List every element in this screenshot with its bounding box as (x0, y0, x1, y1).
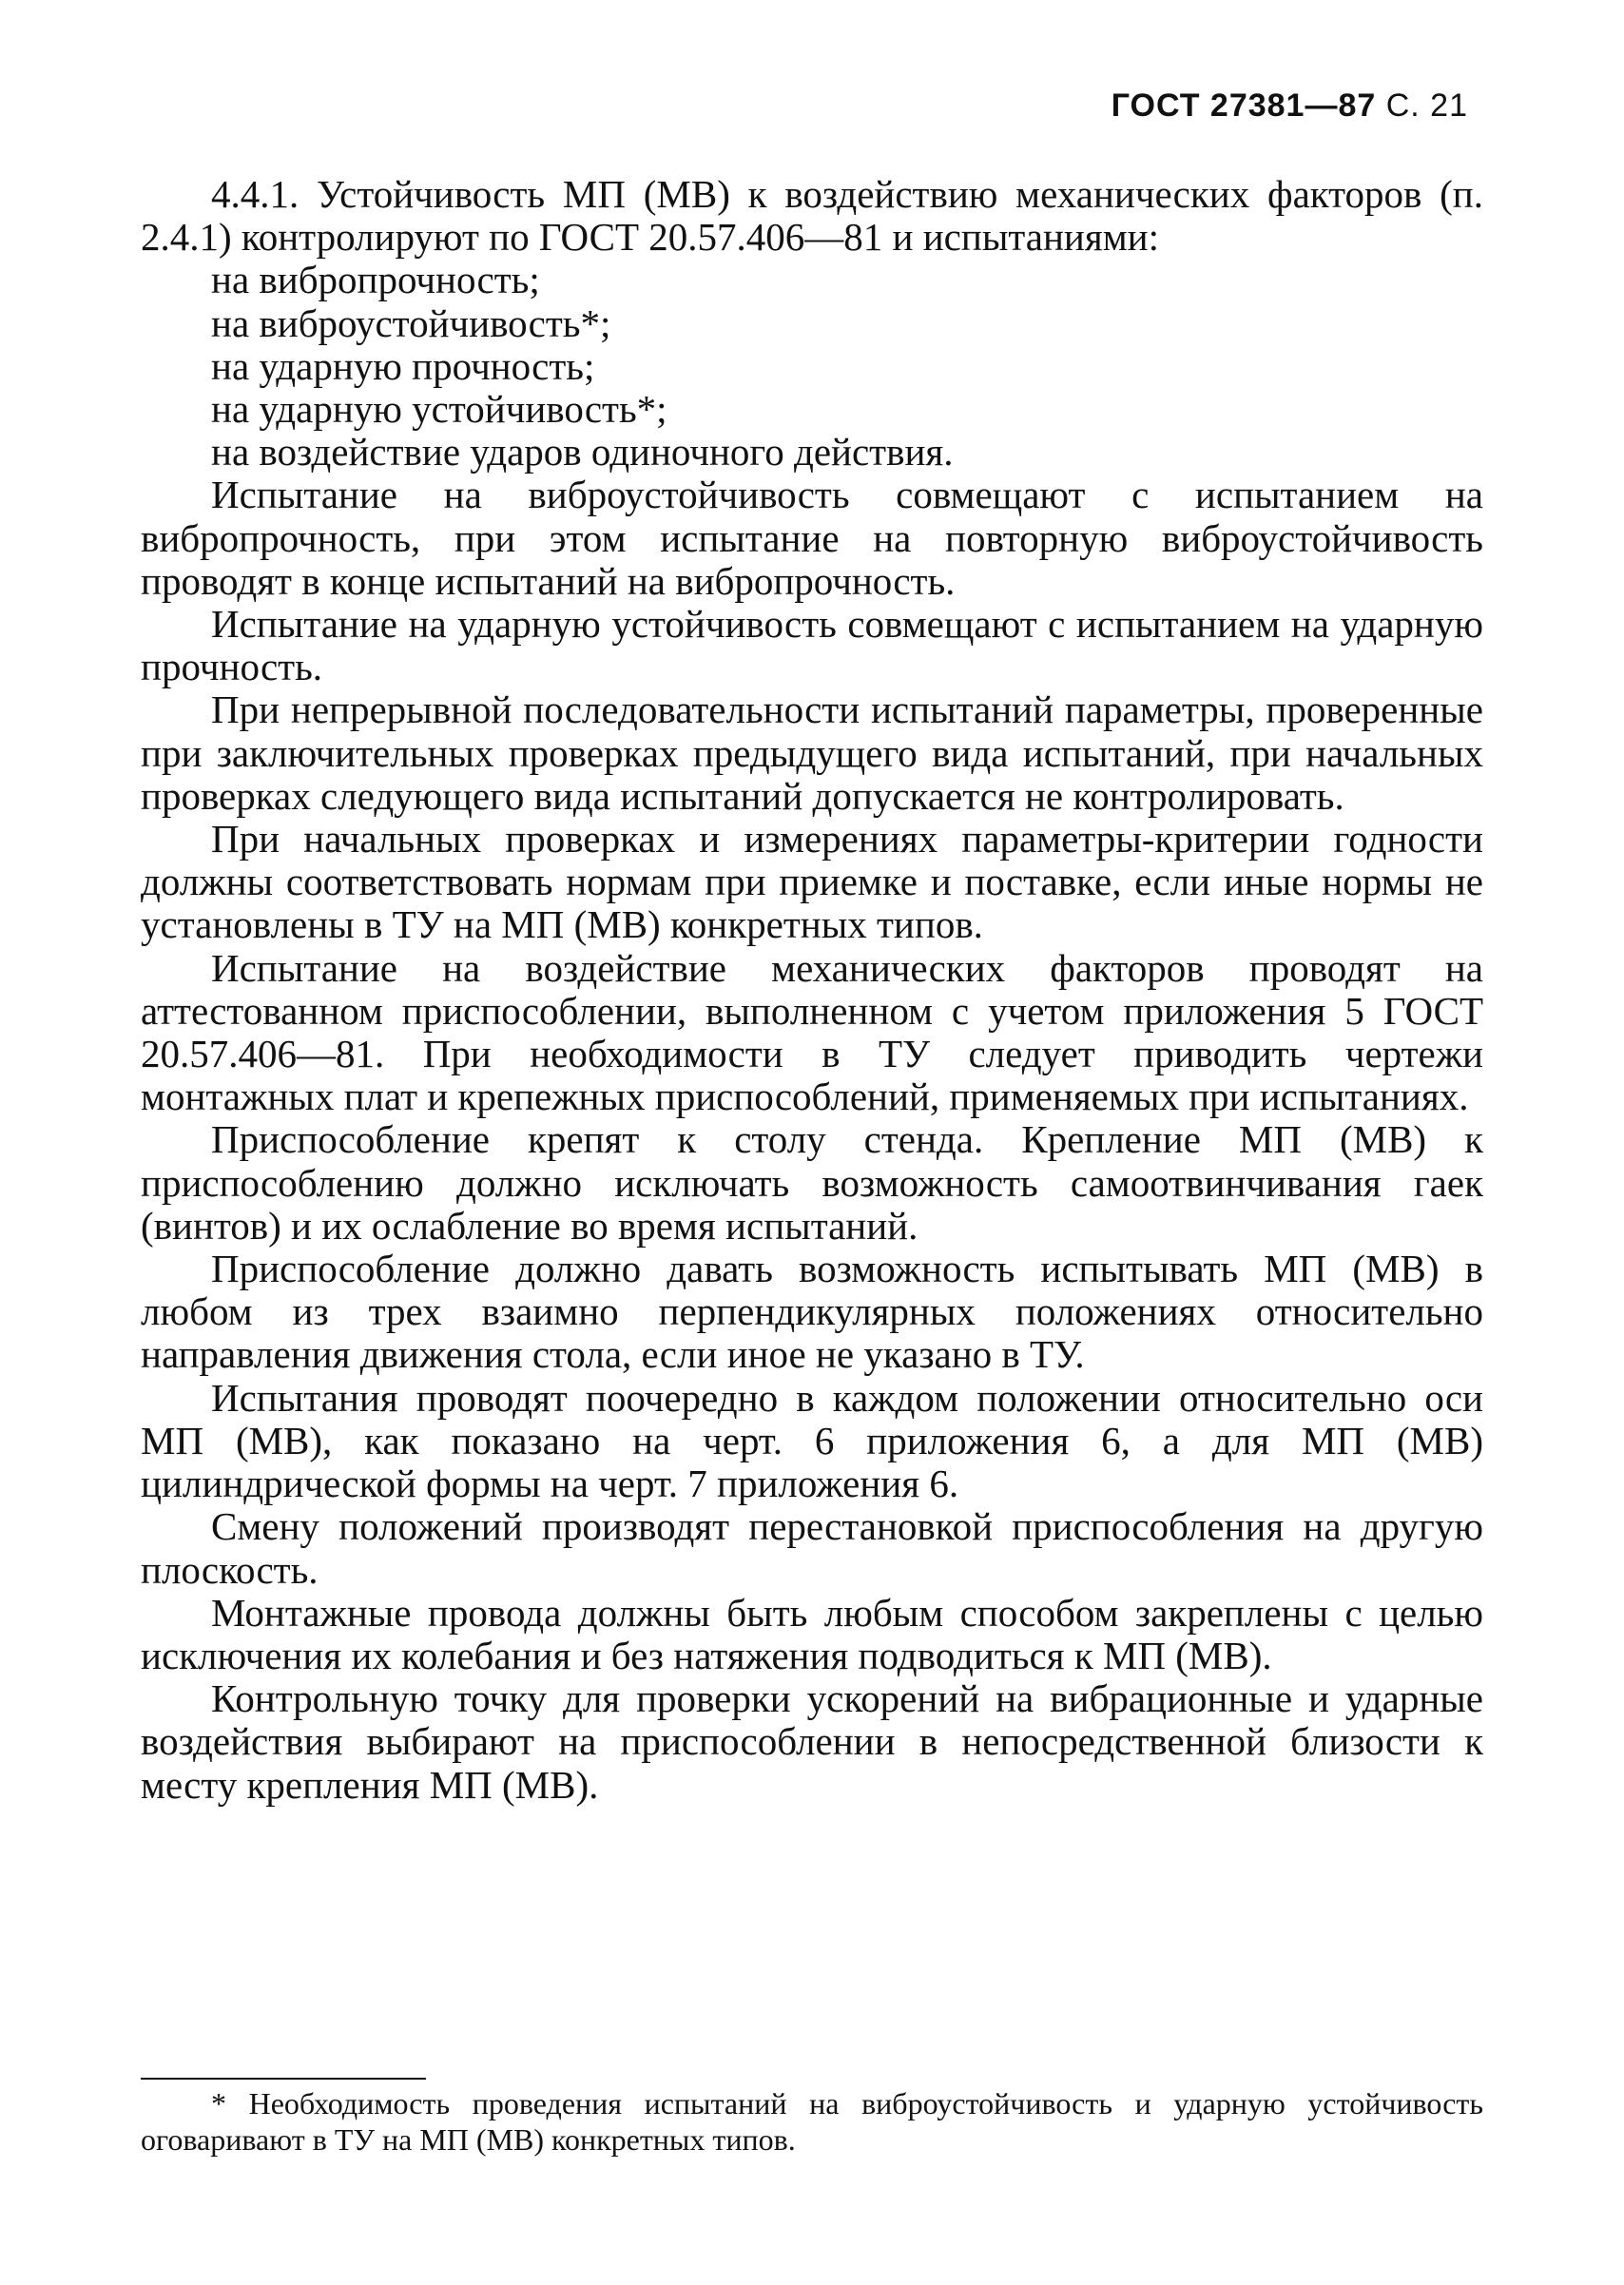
paragraph: При начальных проверках и измерениях параметры-критерии годности должны соответствовать нормам при приемке и поставке, если иные нормы не установлены в ТУ на МП (МВ) конкретных типов. (141, 817, 1483, 947)
paragraph: Монтажные провода должны быть любым способом закреплены с целью исключения их колебания и без натяжения подводиться к МП (МВ). (141, 1590, 1483, 1677)
standard-number: ГОСТ 27381—87 (1111, 87, 1377, 124)
list-item-vibration-strength: на вибропрочность; (211, 258, 540, 302)
footnote-divider (141, 2078, 426, 2080)
paragraph: Испытания проводят поочередно в каждом положении относительно оси МП (МВ), как показано на черт. 6 приложения 6, а для МП (МВ) цилиндрической формы на черт. 7 приложения 6. (141, 1375, 1483, 1506)
paragraph: Испытание на виброустойчивость совмещают с испытанием на вибропрочность, при этом испытание на повторную виброустойчивость проводят в конце испытаний на вибропрочность. (141, 473, 1483, 603)
paragraph: Испытание на воздействие механических факторов проводят на аттестованном приспособлении, выполненном с учетом приложения 5 ГОСТ 20.57.406—81. При необходимости в ТУ следует приводить чертежи монтажных плат и крепежных приспособлений, применяемых при испытаниях. (141, 945, 1483, 1119)
paragraph: Смену положений производят перестановкой приспособления на другую плоскость. (141, 1504, 1483, 1592)
paragraph: Контрольную точку для проверки ускорений на вибрационные и ударные воздействия выбирают на приспособлении в непосредственной близости к месту крепления МП (МВ). (141, 1676, 1483, 1807)
paragraph: Испытание на ударную устойчивость совмещают с испытанием на ударную прочность. (141, 602, 1483, 689)
page-header (1112, 87, 1468, 125)
footnote: * Необходимость проведения испытаний на виброустойчивость и ударную устойчивость оговаривают в ТУ на МП (МВ) конкретных типов. (141, 2086, 1483, 2157)
paragraph: При непрерывной последовательности испытаний параметры, проверенные при заключительных проверках предыдущего вида испытаний, при начальных проверках следующего вида испытаний допускается не контролировать. (141, 687, 1483, 818)
list-item-single-shocks: на воздействие ударов одиночного действия. (211, 430, 954, 474)
paragraph: Приспособление должно давать возможность испытывать МП (МВ) в любом из трех взаимно перпендикулярных положениях относительно направления движения стола, если иное не указано в ТУ. (141, 1247, 1483, 1377)
main-text (141, 173, 1483, 1807)
list-item-shock-stability: на ударную устойчивость*; (211, 387, 667, 432)
page-number: С. 21 (1385, 87, 1468, 124)
list-item-shock-strength: на ударную прочность; (211, 343, 595, 388)
paragraph-intro: 4.4.1. Устойчивость МП (МВ) к воздействию механических факторов (п. 2.4.1) контролируют по ГОСТ 20.57.406—81 и испытаниями: (141, 172, 1483, 260)
paragraph: Приспособление крепят к столу стенда. Крепление МП (МВ) к приспособлению должно исключать возможность самоотвинчивания гаек (винтов) и их ослабление во время испытаний. (141, 1117, 1483, 1248)
list-item-vibration-stability: на виброустойчивость*; (211, 300, 611, 345)
